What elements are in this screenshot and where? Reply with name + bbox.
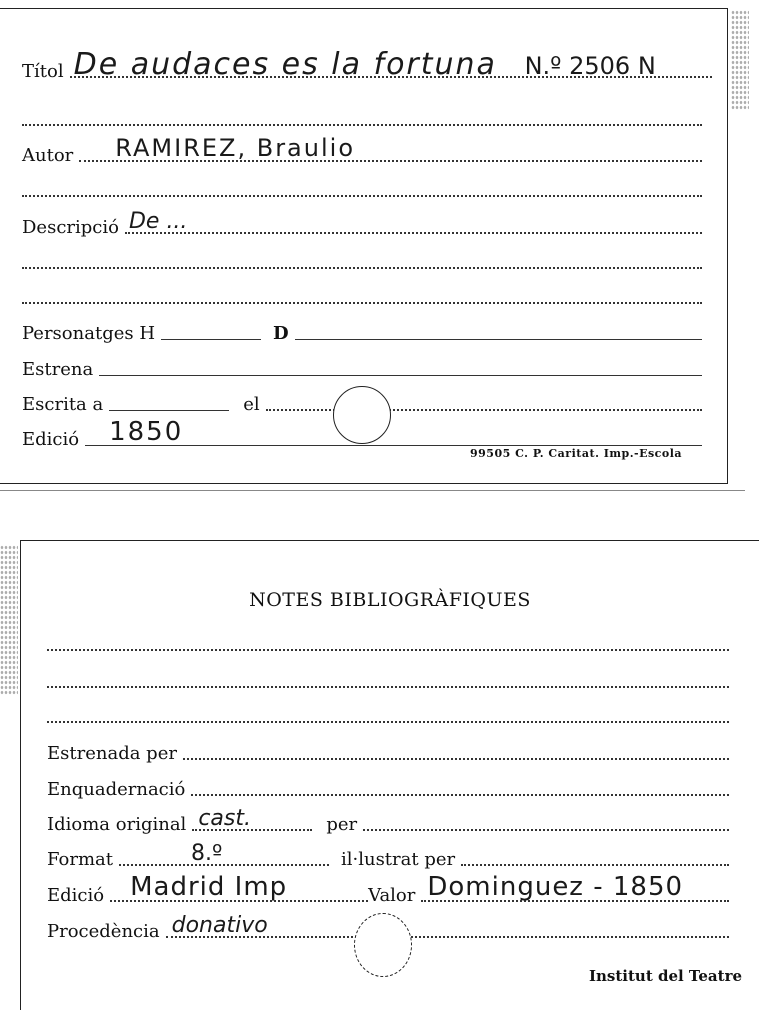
notes-line-3 — [47, 721, 729, 723]
format-row — [47, 841, 729, 870]
descripcio-line-2 — [22, 267, 702, 269]
scan-speckle — [731, 10, 749, 110]
edicio-field — [85, 417, 702, 447]
catalog-card-front — [0, 8, 728, 484]
institut-imprint: Institut del Teatre — [589, 967, 743, 985]
procedencia-value: donativo — [171, 913, 268, 938]
estrena-row — [22, 359, 702, 380]
valor-field — [421, 872, 729, 902]
valor-value: Dominguez - 1850 — [427, 872, 684, 902]
estrenada-label: Estrenada per — [47, 743, 177, 764]
descripcio-row — [22, 209, 702, 238]
escrita-field — [109, 410, 229, 411]
titol-line-2 — [22, 124, 702, 126]
titol-label: Títol — [22, 61, 64, 82]
descripcio-field — [125, 209, 702, 234]
printer-imprint: 99505 C. P. Caritat. Imp.-Escola — [470, 447, 683, 460]
personatges-row — [22, 323, 702, 344]
procedencia-label: Procedència — [47, 921, 160, 942]
edicio-value: 1850 — [109, 417, 184, 447]
procedencia-field — [166, 913, 729, 938]
idioma-row — [47, 806, 729, 835]
illustrat-label: il·lustrat per — [340, 849, 456, 870]
edicio-back-label: Edició — [47, 885, 105, 906]
personatges-d-label: D — [273, 323, 289, 344]
enquadernacio-label: Enquadernació — [47, 779, 186, 800]
el-label: el — [243, 394, 260, 415]
autor-row — [22, 134, 702, 166]
edicio-back-value: Madrid Imp — [130, 872, 288, 902]
enquadernacio-row — [47, 779, 729, 800]
escrita-label: Escrita a — [22, 394, 104, 415]
descripcio-line-3 — [22, 302, 702, 304]
format-value: 8.º — [190, 841, 223, 866]
autor-field — [79, 134, 702, 162]
titol-number: N.º 2506 N — [524, 52, 656, 80]
idioma-field — [192, 806, 312, 831]
estrenada-field — [183, 758, 729, 760]
idioma-value: cast. — [198, 806, 251, 831]
descripcio-value: De ... — [128, 209, 188, 234]
scan-divider — [0, 490, 745, 491]
per-field — [363, 829, 729, 831]
enquadernacio-field — [191, 794, 729, 796]
idioma-label: Idioma original — [47, 814, 187, 835]
titol-value: De audaces es la fortuna — [73, 47, 497, 82]
scan-speckle — [0, 545, 18, 695]
titol-field — [70, 47, 712, 82]
per-label: per — [326, 814, 358, 835]
notes-line-2 — [47, 686, 729, 688]
estrena-field — [99, 375, 702, 376]
autor-line-2 — [22, 195, 702, 197]
punch-hole — [333, 386, 391, 444]
titol-row — [22, 47, 712, 82]
autor-label: Autor — [22, 145, 74, 166]
el-field — [266, 409, 702, 411]
format-field — [119, 841, 329, 866]
autor-value: RAMIREZ, Braulio — [115, 134, 355, 162]
illustrat-field — [461, 864, 729, 866]
format-label: Format — [47, 849, 113, 870]
personatges-d-field — [295, 339, 702, 340]
estrena-label: Estrena — [22, 359, 94, 380]
personatges-h-field — [161, 339, 261, 340]
edicio-back-row — [47, 872, 729, 906]
notes-line-1 — [47, 649, 729, 651]
edicio-back-field — [110, 872, 368, 902]
notes-heading: NOTES BIBLIOGRÀFIQUES — [249, 589, 531, 611]
punch-hole-back — [354, 913, 412, 977]
edicio-label: Edició — [22, 429, 80, 450]
estrenada-row — [47, 743, 729, 764]
descripcio-label: Descripció — [22, 217, 119, 238]
valor-label: Valor — [368, 885, 416, 906]
catalog-card-back — [20, 540, 759, 1010]
personatges-label: Personatges H — [22, 323, 156, 344]
